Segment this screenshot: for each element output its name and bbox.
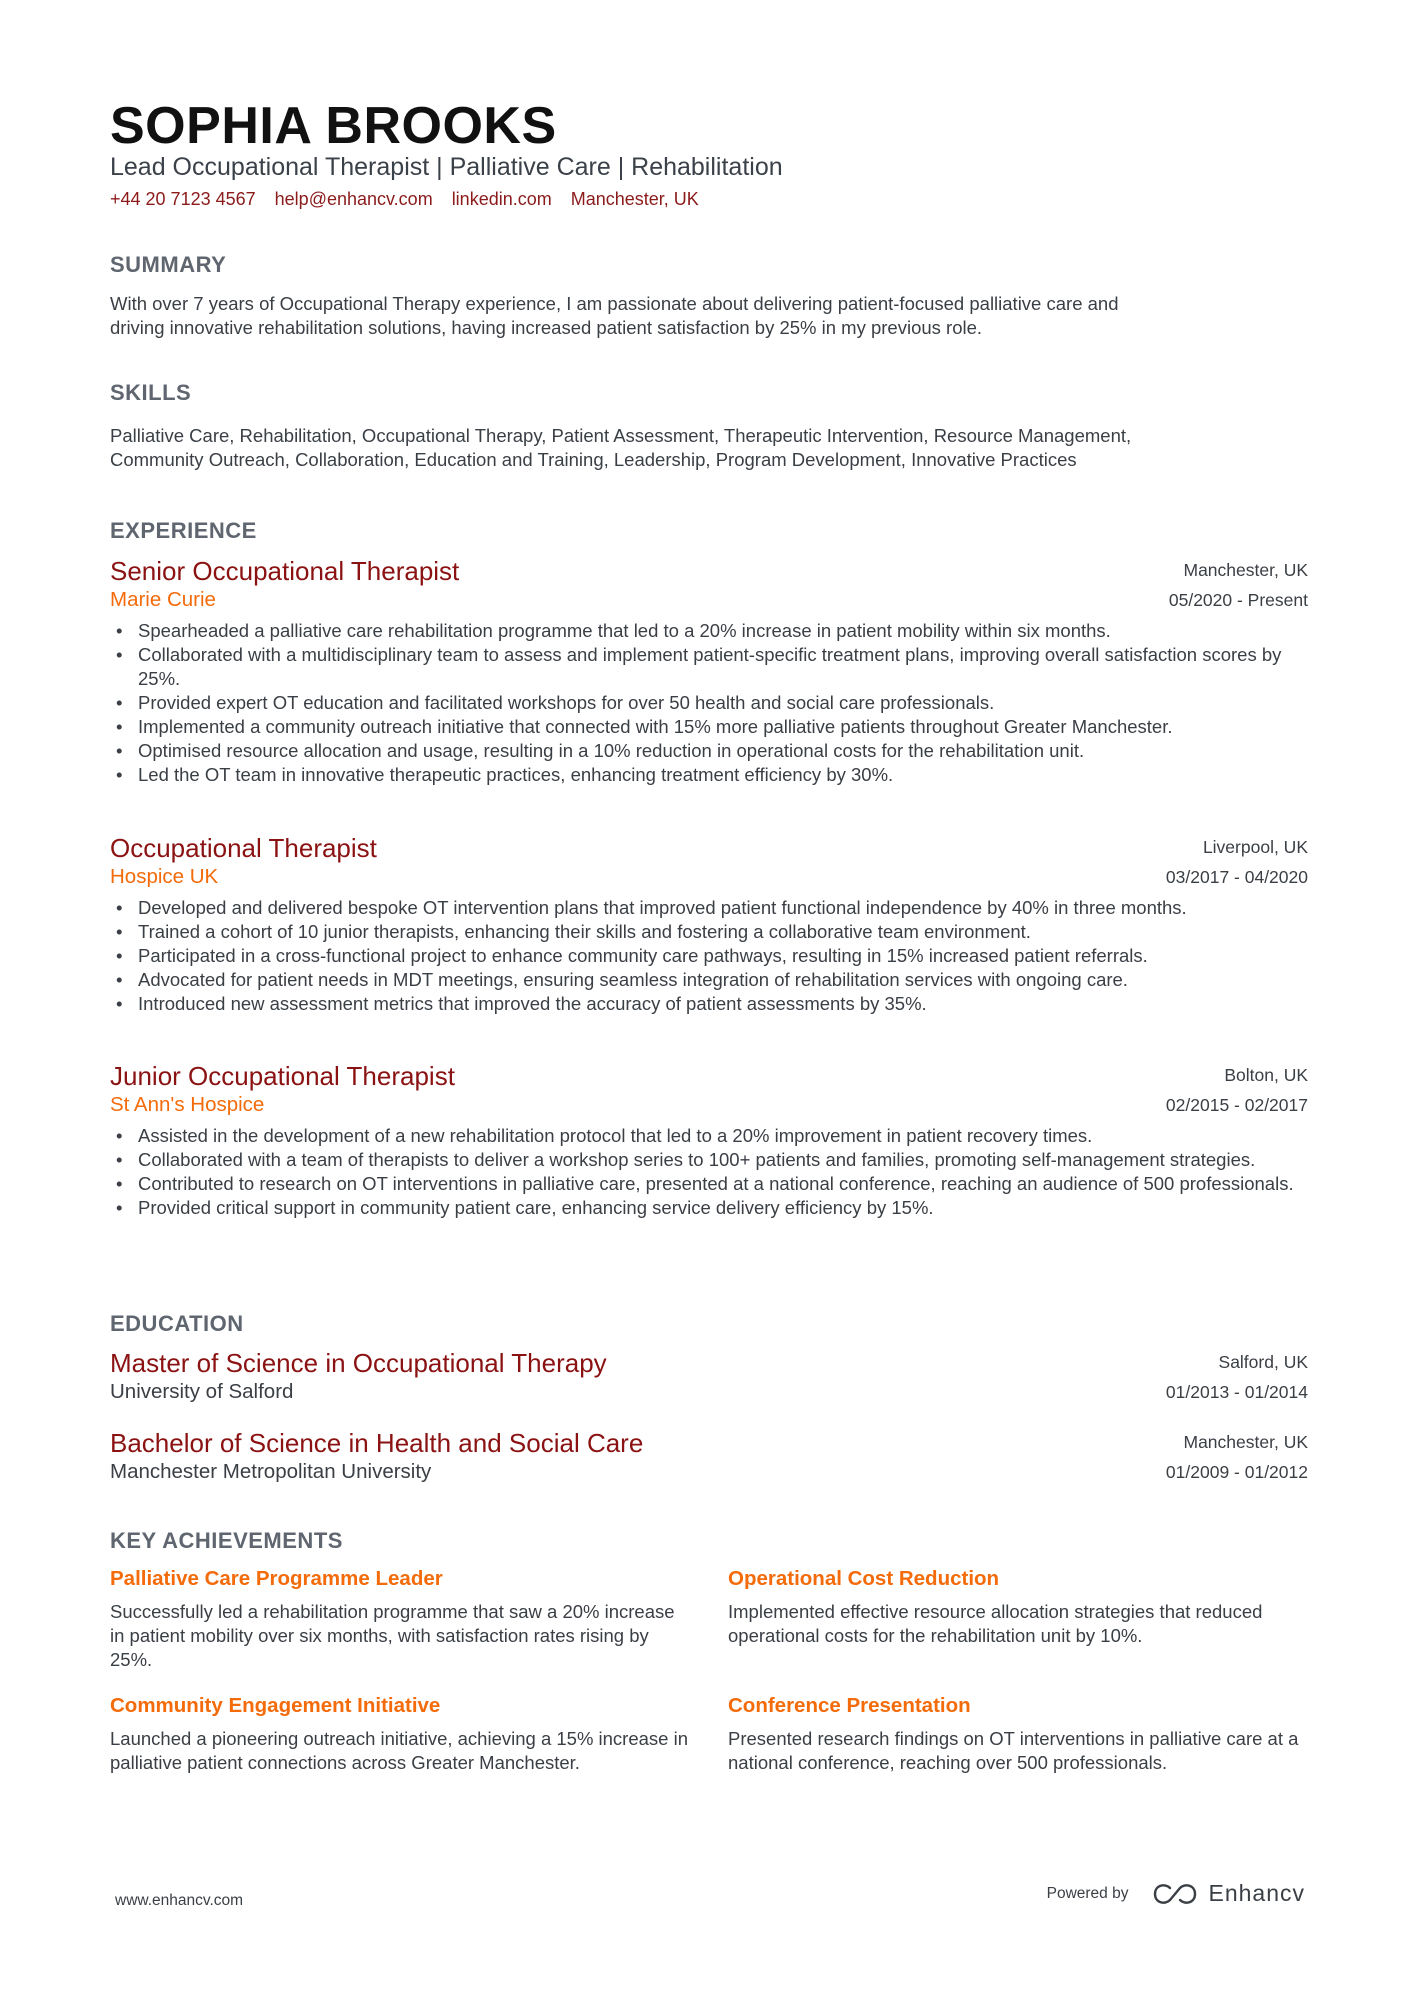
job-bullet: • Developed and delivered bespoke OT intervention plans that improved patient functional independence by 40% in three months. [110,896,1308,920]
contact-location: Manchester, UK [570,189,699,209]
achievement-title: Community Engagement Initiative [110,1694,441,1717]
job-bullet: • Optimised resource allocation and usage, resulting in a 10% reduction in operational costs for the rehabilitation unit. [110,739,1308,763]
job-dates: 05/2020 - Present [1168,590,1308,610]
footer-website-link[interactable]: www.enhancv.com [115,1892,244,1909]
headline: Lead Occupational Therapist | Palliative Care | Rehabilitation [110,153,783,181]
summary-line: driving innovative rehabilitation solutions, having increased patient satisfaction by 25% in my previous role. [110,317,983,338]
summary-heading: SUMMARY [110,252,227,277]
job-location: Bolton, UK [1224,1065,1308,1085]
job-bullet: • Introduced new assessment metrics that improved the accuracy of patient assessments by 35%. [110,992,1308,1016]
job-bullet: • Trained a cohort of 10 junior therapists, enhancing their skills and fostering a collaborative team environment. [110,920,1308,944]
job-dates: 03/2017 - 04/2020 [1165,867,1308,887]
achievement-title: Operational Cost Reduction [728,1567,1000,1590]
job-location: Liverpool, UK [1202,837,1308,857]
enhancv-logo-icon [1152,1882,1198,1906]
achievement-desc: Launched a pioneering outreach initiative, achieving a 15% increase in palliative patient connections across Greater Manchester. [110,1728,688,1773]
education-dates: 01/2013 - 01/2014 [1165,1382,1308,1402]
contact-email[interactable]: help@enhancv.com [274,189,433,209]
job-bullets [110,619,1308,787]
job-bullet: • Provided expert OT education and facilitated workshops for over 50 health and social care professionals. [110,691,1308,715]
school-name: University of Salford [110,1380,294,1403]
job-title: Junior Occupational Therapist [110,1061,455,1091]
job-bullet: • Advocated for patient needs in MDT meetings, ensuring seamless integration of rehabilitation services with ongoing care. [110,968,1308,992]
contact-linkedin[interactable]: linkedin.com [451,189,552,209]
job-bullets [110,896,1308,1016]
skills-heading: SKILLS [110,380,192,405]
brand-name: Enhancv [1208,1880,1305,1906]
job-bullets [110,1124,1308,1220]
job-bullet: • Collaborated with a multidisciplinary team to assess and implement patient-specific treatment plans, improving overall satisfaction scores by 25%. [110,643,1308,691]
achievement-item [110,1694,690,1775]
job-bullet: • Implemented a community outreach initiative that connected with 15% more palliative patients throughout Greater Manchester. [110,715,1308,739]
enhancv-brand[interactable] [1152,1880,1305,1907]
job-bullet: • Led the OT team in innovative therapeutic practices, enhancing treatment efficiency by 30%. [110,763,1308,787]
achievement-item [110,1567,690,1672]
contact-phone[interactable]: +44 20 7123 4567 [110,189,256,209]
experience-heading: EXPERIENCE [110,518,257,543]
achievement-title: Palliative Care Programme Leader [110,1567,443,1590]
achievement-item [728,1694,1308,1775]
candidate-name: SOPHIA BROOKS [110,97,557,155]
company-name: Hospice UK [110,865,219,888]
skills-line: Palliative Care, Rehabilitation, Occupational Therapy, Patient Assessment, Therapeutic Intervention, Resource Management, [110,425,1132,446]
achievement-item [728,1567,1308,1648]
summary-line: With over 7 years of Occupational Therapy experience, I am passionate about delivering patient-focused palliative care and [110,293,1119,314]
education-dates: 01/2009 - 01/2012 [1165,1462,1308,1482]
footer-branding [1047,1880,1305,1907]
powered-by-label: Powered by [1046,1884,1129,1902]
school-name: Manchester Metropolitan University [110,1460,432,1483]
job-bullet: • Contributed to research on OT interventions in palliative care, presented at a national conference, reaching an audience of 500 professionals. [110,1172,1308,1196]
education-heading: EDUCATION [110,1311,244,1336]
school-location: Salford, UK [1218,1352,1308,1372]
contact-row [110,189,699,210]
company-name: Marie Curie [110,588,216,611]
achievement-desc: Implemented effective resource allocation strategies that reduced operational costs for the rehabilitation unit by 10%. [728,1601,1263,1646]
achievement-desc: Successfully led a rehabilitation programme that saw a 20% increase in patient mobility over six months, with satisfaction rates rising by 25%. [110,1601,675,1670]
skills-text [110,424,1308,472]
school-location: Manchester, UK [1183,1432,1308,1452]
achievements-heading: KEY ACHIEVEMENTS [110,1528,343,1553]
job-title: Senior Occupational Therapist [110,556,460,586]
job-bullet: • Collaborated with a team of therapists to deliver a workshop series to 100+ patients and families, promoting self-management strategies. [110,1148,1308,1172]
degree-title: Bachelor of Science in Health and Social Care [110,1428,644,1458]
job-bullet: • Participated in a cross-functional project to enhance community care pathways, resulting in 15% increased patient referrals. [110,944,1308,968]
job-location: Manchester, UK [1183,560,1308,580]
skills-line: Community Outreach, Collaboration, Education and Training, Leadership, Program Development, Innovative Practices [110,449,1077,470]
achievement-title: Conference Presentation [728,1694,971,1717]
degree-title: Master of Science in Occupational Therapy [110,1348,607,1378]
summary-text [110,292,1308,340]
job-bullet: • Spearheaded a palliative care rehabilitation programme that led to a 20% increase in patient mobility within six months. [110,619,1308,643]
job-dates: 02/2015 - 02/2017 [1165,1095,1308,1115]
job-bullet: • Assisted in the development of a new rehabilitation protocol that led to a 20% improvement in patient recovery times. [110,1124,1308,1148]
job-title: Occupational Therapist [110,833,377,863]
job-bullet: • Provided critical support in community patient care, enhancing service delivery efficiency by 15%. [110,1196,1308,1220]
achievement-desc: Presented research findings on OT interventions in palliative care at a national conference, reaching over 500 professionals. [728,1728,1299,1773]
company-name: St Ann's Hospice [110,1093,265,1116]
